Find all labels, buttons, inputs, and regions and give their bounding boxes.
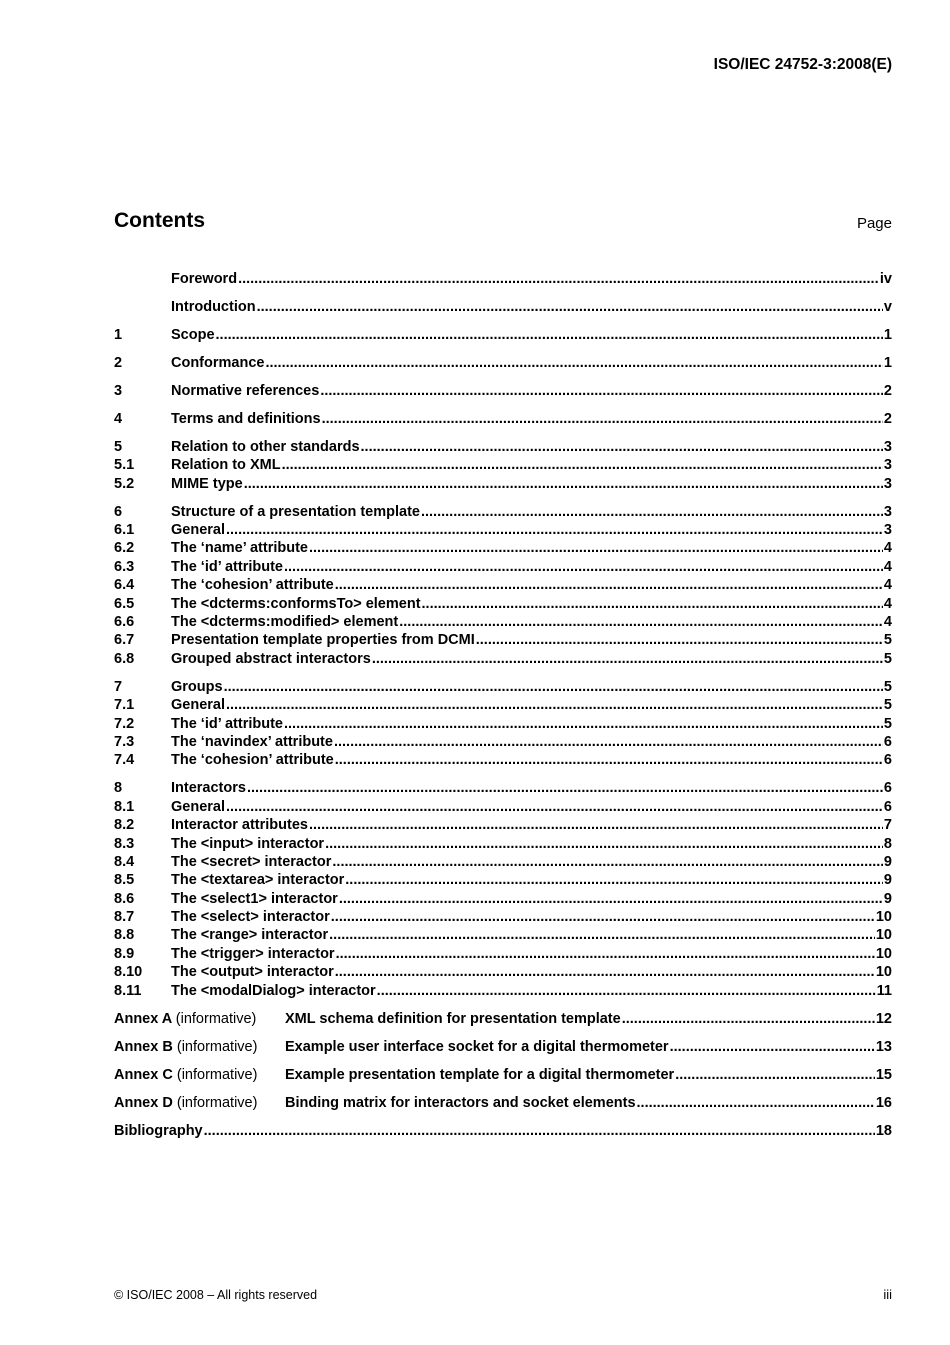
toc-spacer [114, 372, 892, 382]
toc-page: 6 [883, 752, 892, 769]
toc-title: Conformance [171, 354, 265, 371]
toc-page: 5 [883, 650, 892, 667]
toc-number: 8.5 [114, 872, 135, 889]
toc-page: 12 [875, 1010, 892, 1027]
toc-entry[interactable] [114, 650, 892, 668]
toc-page: 3 [883, 503, 892, 520]
toc-page: 1 [883, 326, 892, 343]
toc-page: 7 [883, 817, 892, 834]
toc-spacer [114, 400, 892, 410]
copyright-notice: © ISO/IEC 2008 – All rights reserved [114, 1288, 318, 1302]
toc-number: 8.2 [114, 817, 135, 834]
toc-page: 6 [883, 798, 892, 815]
toc-annex-entry[interactable] [114, 1094, 892, 1112]
toc-page: 15 [875, 1066, 892, 1083]
toc-number: 8.7 [114, 909, 135, 926]
dot-leader [282, 456, 883, 474]
toc-annex-entry[interactable] [114, 1038, 892, 1056]
toc-entry[interactable] [114, 871, 892, 889]
toc-title: The <secret> interactor [171, 853, 332, 870]
toc-title: The <trigger> interactor [171, 945, 335, 962]
toc-title: XML schema definition for presentation template [285, 1010, 621, 1027]
dot-leader [325, 835, 883, 853]
toc-number: 7 [114, 678, 123, 695]
toc-spacer [114, 668, 892, 678]
toc-number: 4 [114, 410, 123, 427]
toc-title: Bibliography [114, 1122, 203, 1139]
toc-entry[interactable] [114, 521, 892, 539]
toc-page: 8 [883, 835, 892, 852]
toc-entry[interactable] [114, 595, 892, 613]
toc-number: 8.6 [114, 890, 135, 907]
toc-number: 7.1 [114, 697, 135, 714]
annex-label [114, 1010, 285, 1028]
toc-entry[interactable] [114, 326, 892, 344]
toc-spacer [114, 1000, 892, 1010]
toc-entry[interactable] [114, 696, 892, 714]
toc-title: Presentation template properties from DCMI [171, 632, 475, 649]
toc-spacer [114, 288, 892, 298]
toc-number: 8 [114, 780, 123, 797]
dot-leader [247, 779, 883, 797]
toc-page: 5 [883, 678, 892, 695]
toc-page: 5 [883, 632, 892, 649]
dot-leader [226, 696, 883, 714]
toc-title: The ‘navindex’ attribute [171, 733, 333, 750]
toc-entry[interactable] [114, 576, 892, 594]
toc-number: 8.3 [114, 835, 135, 852]
toc-entry[interactable] [114, 298, 892, 316]
toc-title: Relation to XML [171, 457, 281, 474]
toc-entry[interactable] [114, 963, 892, 981]
document-identifier: ISO/IEC 24752-3:2008(E) [713, 56, 892, 73]
toc-title: The ‘cohesion’ attribute [171, 752, 334, 769]
toc-number: 8.4 [114, 853, 135, 870]
toc-entry[interactable] [114, 890, 892, 908]
toc-spacer [114, 1112, 892, 1122]
dot-leader [670, 1038, 875, 1056]
toc-number: 6.6 [114, 614, 135, 631]
toc-page: 9 [883, 872, 892, 889]
toc-number: 6.1 [114, 522, 135, 539]
toc-page: 5 [883, 715, 892, 732]
toc-title: General [171, 522, 225, 539]
toc-entry[interactable] [114, 945, 892, 963]
dot-leader [238, 270, 879, 288]
toc-annex-entry[interactable] [114, 1066, 892, 1084]
toc-page: 11 [876, 982, 892, 999]
toc-title: The <dcterms:modified> element [171, 614, 399, 631]
dot-leader [377, 982, 876, 1000]
toc-title: The <select1> interactor [171, 890, 338, 907]
toc-entry[interactable] [114, 715, 892, 733]
toc-entry[interactable] [114, 835, 892, 853]
toc-number: 5 [114, 438, 123, 455]
toc-page: 18 [875, 1122, 892, 1139]
toc-title: The <output> interactor [171, 964, 334, 981]
toc-entry[interactable] [114, 908, 892, 926]
annex-type: (informative) [176, 1094, 258, 1111]
toc-number: 6.2 [114, 540, 135, 557]
annex-letter: Annex C [114, 1066, 173, 1083]
toc-page: 3 [883, 457, 892, 474]
dot-leader [335, 576, 883, 594]
toc-number: 7.4 [114, 752, 135, 769]
dot-leader [224, 678, 883, 696]
toc-entry[interactable] [114, 475, 892, 493]
dot-leader [335, 751, 883, 769]
toc-title: The ‘name’ attribute [171, 540, 308, 557]
toc-page: 4 [883, 540, 892, 557]
toc-page: 3 [883, 438, 892, 455]
toc-page: 1 [883, 354, 892, 371]
toc-title: Example user interface socket for a digital thermometer [285, 1038, 669, 1055]
toc-page: 2 [883, 382, 892, 399]
toc-entry[interactable] [114, 503, 892, 521]
toc-entry[interactable] [114, 410, 892, 428]
dot-leader [322, 410, 883, 428]
toc-title: Terms and definitions [171, 410, 321, 427]
toc-entry[interactable] [114, 438, 892, 456]
toc-title: Relation to other standards [171, 438, 360, 455]
toc-title: The <modalDialog> interactor [171, 982, 376, 999]
toc-page: 2 [883, 410, 892, 427]
dot-leader [372, 650, 883, 668]
toc-spacer [114, 770, 892, 780]
annex-letter: Annex D [114, 1094, 173, 1111]
toc-annex-entry[interactable] [114, 1010, 892, 1028]
annex-label [114, 1094, 285, 1112]
dot-leader [622, 1010, 875, 1028]
dot-leader [244, 475, 883, 493]
toc-page: 6 [883, 780, 892, 797]
toc-title: The <range> interactor [171, 927, 329, 944]
toc-spacer [114, 1056, 892, 1066]
table-of-contents [114, 270, 892, 1140]
toc-title: Binding matrix for interactors and socket elements [285, 1094, 636, 1111]
toc-title: Groups [171, 678, 223, 695]
annex-letter: Annex A [114, 1010, 172, 1027]
toc-title: The <textarea> interactor [171, 872, 345, 889]
dot-leader [361, 438, 883, 456]
toc-entry[interactable] [114, 678, 892, 696]
toc-entry[interactable] [114, 733, 892, 751]
toc-entry[interactable] [114, 382, 892, 400]
toc-number: 1 [114, 326, 123, 343]
toc-title: Example presentation template for a digital thermometer [285, 1066, 675, 1083]
toc-page: 4 [883, 577, 892, 594]
dot-leader [336, 945, 875, 963]
toc-number: 7.3 [114, 733, 135, 750]
annex-letter: Annex B [114, 1038, 173, 1055]
dot-leader [637, 1094, 875, 1112]
toc-number: 8.9 [114, 945, 135, 962]
toc-page: 4 [883, 614, 892, 631]
dot-leader [226, 521, 883, 539]
toc-entry[interactable] [114, 816, 892, 834]
dot-leader [284, 715, 883, 733]
toc-entry[interactable] [114, 751, 892, 769]
toc-number: 6 [114, 503, 123, 520]
toc-page: 6 [883, 733, 892, 750]
toc-title: The <select> interactor [171, 909, 330, 926]
toc-page: 13 [875, 1038, 892, 1055]
toc-bibliography-entry[interactable] [114, 1122, 892, 1140]
toc-title: The ‘id’ attribute [171, 558, 283, 575]
toc-entry[interactable] [114, 798, 892, 816]
toc-entry[interactable] [114, 558, 892, 576]
toc-entry[interactable] [114, 631, 892, 649]
toc-page: 5 [883, 697, 892, 714]
toc-title: The ‘id’ attribute [171, 715, 283, 732]
toc-page: 9 [883, 853, 892, 870]
dot-leader [331, 908, 875, 926]
dot-leader [339, 890, 883, 908]
dot-leader [422, 595, 883, 613]
toc-page: iv [879, 271, 892, 287]
annex-type: (informative) [176, 1066, 258, 1083]
toc-page: 9 [883, 890, 892, 907]
toc-number: 8.1 [114, 798, 135, 815]
dot-leader [421, 503, 883, 521]
toc-title: General [171, 697, 225, 714]
toc-entry[interactable] [114, 539, 892, 557]
toc-page: 4 [883, 595, 892, 612]
toc-number: 5.2 [114, 475, 135, 492]
toc-page: 10 [875, 945, 892, 962]
toc-number: 3 [114, 382, 123, 399]
annex-label [114, 1038, 285, 1056]
toc-number: 5.1 [114, 457, 135, 474]
page-column-label: Page [856, 215, 892, 232]
toc-title: General [171, 798, 225, 815]
toc-title: Interactors [171, 780, 246, 797]
toc-number: 8.10 [114, 964, 143, 981]
toc-page: 3 [883, 475, 892, 492]
dot-leader [309, 816, 883, 834]
dot-leader [399, 613, 883, 631]
toc-page: 3 [883, 522, 892, 539]
dot-leader [334, 733, 883, 751]
toc-number: 2 [114, 354, 123, 371]
toc-number: 6.3 [114, 558, 135, 575]
toc-title: Grouped abstract interactors [171, 650, 371, 667]
dot-leader [284, 558, 883, 576]
toc-title: Interactor attributes [171, 817, 308, 834]
toc-number: 8.11 [114, 982, 142, 999]
annex-type: (informative) [175, 1010, 257, 1027]
toc-title: Normative references [171, 382, 320, 399]
page-number: iii [883, 1287, 892, 1302]
toc-number: 6.7 [114, 632, 135, 649]
dot-leader [329, 926, 875, 944]
toc-entry[interactable] [114, 926, 892, 944]
toc-number: 7.2 [114, 715, 135, 732]
toc-page: 4 [883, 558, 892, 575]
dot-leader [226, 798, 883, 816]
dot-leader [265, 354, 882, 372]
toc-number: 8.8 [114, 927, 135, 944]
toc-number: 6.8 [114, 650, 135, 667]
page-title: Contents [114, 209, 205, 232]
toc-spacer [114, 1028, 892, 1038]
toc-title: Structure of a presentation template [171, 503, 420, 520]
toc-title: Introduction [171, 298, 256, 315]
toc-page: 10 [875, 909, 892, 926]
toc-page: 10 [875, 964, 892, 981]
toc-entry[interactable] [114, 613, 892, 631]
dot-leader [335, 963, 875, 981]
dot-leader [332, 853, 883, 871]
dot-leader [476, 631, 883, 649]
annex-label [114, 1066, 285, 1084]
toc-entry[interactable] [114, 270, 892, 288]
toc-title: The ‘cohesion’ attribute [171, 577, 334, 594]
dot-leader [345, 871, 883, 889]
toc-title: The <dcterms:conformsTo> element [171, 595, 421, 612]
dot-leader [309, 539, 883, 557]
toc-title: The <input> interactor [171, 835, 325, 852]
toc-number: 6.4 [114, 577, 135, 594]
toc-spacer [114, 493, 892, 503]
toc-spacer [114, 344, 892, 354]
dot-leader [216, 326, 883, 344]
toc-page: 16 [875, 1094, 892, 1111]
toc-title: Foreword [171, 271, 238, 287]
dot-leader [320, 382, 883, 400]
toc-entry[interactable] [114, 779, 892, 797]
toc-spacer [114, 316, 892, 326]
toc-page: v [883, 298, 892, 315]
dot-leader [675, 1066, 875, 1084]
toc-spacer [114, 428, 892, 438]
annex-type: (informative) [176, 1038, 258, 1055]
toc-page: 10 [875, 927, 892, 944]
toc-entry[interactable] [114, 982, 892, 1000]
toc-entry[interactable] [114, 354, 892, 372]
toc-entry[interactable] [114, 456, 892, 474]
toc-spacer [114, 1084, 892, 1094]
toc-title: MIME type [171, 475, 243, 492]
dot-leader [257, 298, 883, 316]
toc-number: 6.5 [114, 595, 135, 612]
dot-leader [204, 1122, 875, 1140]
toc-title: Scope [171, 326, 215, 343]
toc-entry[interactable] [114, 853, 892, 871]
